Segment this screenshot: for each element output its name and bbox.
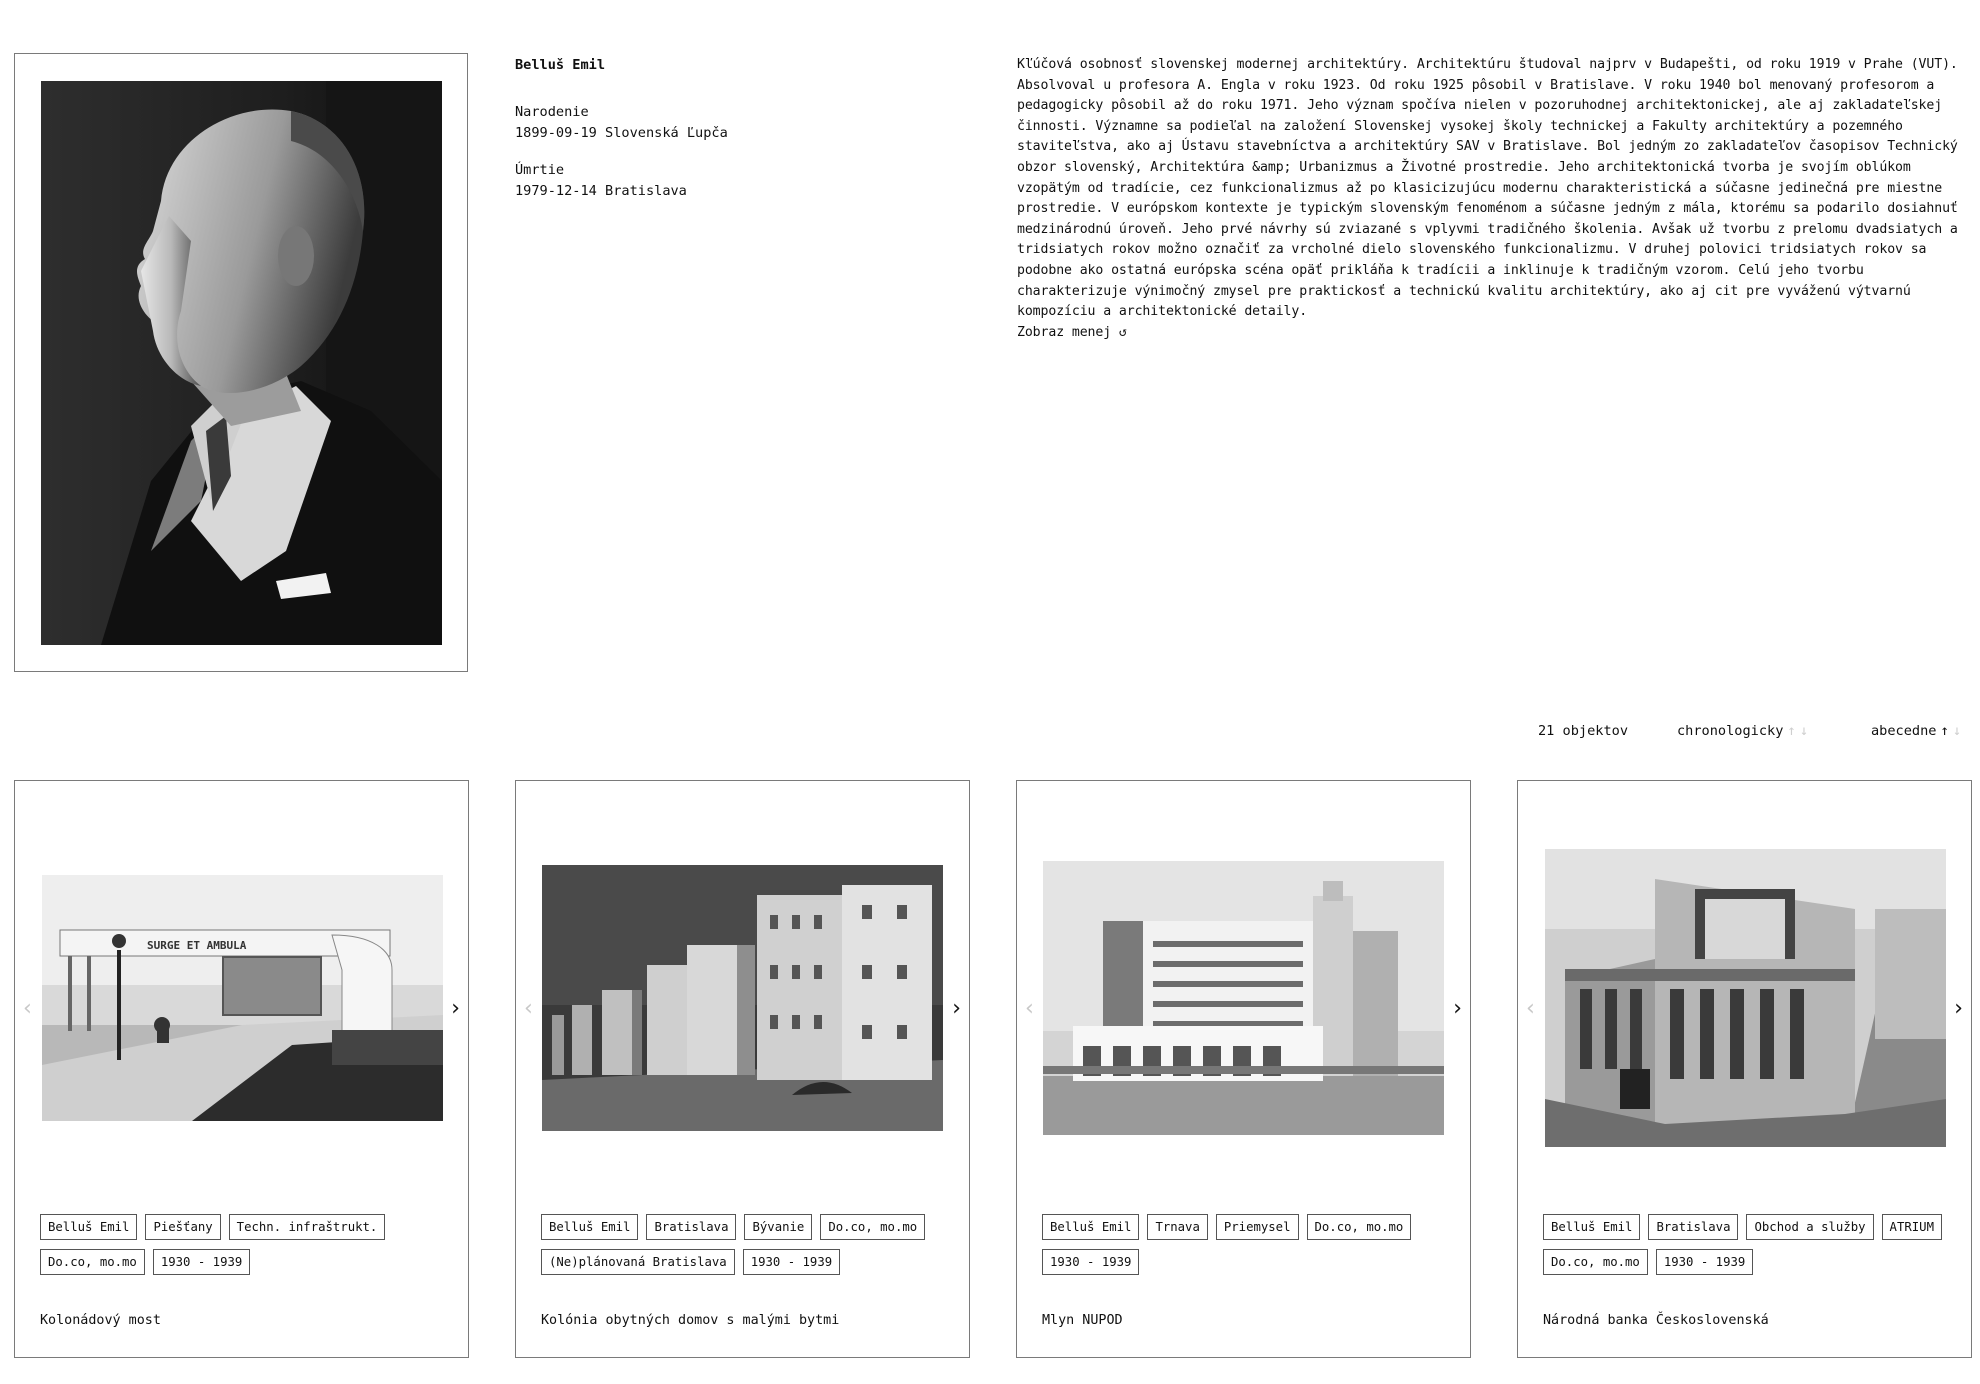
sort-bar — [0, 723, 1980, 743]
tag-location[interactable]: Bratislava — [646, 1214, 736, 1240]
object-card[interactable] — [14, 780, 469, 1358]
architect-portrait-card — [14, 53, 468, 672]
tag-list — [40, 1214, 460, 1275]
tag-period[interactable]: 1930 - 1939 — [1656, 1249, 1753, 1275]
arrow-down-icon[interactable]: ↓ — [1799, 723, 1809, 739]
object-card[interactable] — [1016, 780, 1471, 1358]
tag-location[interactable]: Trnava — [1147, 1214, 1207, 1240]
tag-category[interactable]: Obchod a služby — [1746, 1214, 1873, 1240]
birth-info — [515, 102, 728, 144]
sort-chronological-label: chronologicky — [1677, 723, 1784, 739]
tag-location[interactable]: Piešťany — [145, 1214, 220, 1240]
tag-list — [1042, 1214, 1462, 1275]
prev-image-icon[interactable]: ‹ — [1023, 996, 1037, 1021]
tag-topic[interactable]: (Ne)plánovaná Bratislava — [541, 1249, 735, 1275]
arrow-down-icon[interactable]: ↓ — [1952, 723, 1962, 739]
next-image-icon[interactable]: › — [1951, 996, 1965, 1021]
tag-category[interactable]: Bývanie — [744, 1214, 812, 1240]
tag-list — [1543, 1214, 1963, 1275]
tag-category[interactable]: Techn. infraštrukt. — [229, 1214, 386, 1240]
object-photo-colonnade[interactable] — [42, 875, 443, 1121]
object-count: 21 objektov — [1538, 723, 1629, 739]
next-image-icon[interactable]: › — [1450, 996, 1464, 1021]
death-value: 1979-12-14 Bratislava — [515, 183, 687, 199]
object-title[interactable]: Národná banka Československá — [1543, 1313, 1769, 1328]
tag-category[interactable]: Priemysel — [1216, 1214, 1299, 1240]
birth-value: 1899-09-19 Slovenská Ľupča — [515, 125, 728, 141]
show-less-link[interactable]: Zobraz menej ↺ — [1017, 324, 1127, 340]
tag-architect[interactable]: Belluš Emil — [541, 1214, 638, 1240]
death-label: Úmrtie — [515, 162, 565, 178]
birth-label: Narodenie — [515, 104, 589, 120]
biography-text: Kľúčová osobnosť slovenskej modernej architektúry. Architektúru študoval najprv v Budapešti, od roku 1919 v Prahe (VUT). Absolvoval u profesora A. Engla v roku 1923. Od roku 1925 pôsobil v Bratislave. V roku 1940 bol menovaný profesorom a pedagogicky pôsobil až do roku 1971. Jeho význam spočíva nielen v pozoruhodnej architektonickej, ale aj zakladateľskej činnosti. Významne sa podieľal na založení Slovenskej vysokej školy technickej a Fakulty architektúry a pozemného staviteľstva, ako aj Ústavu stavebníctva a architektúry SAV v Bratislave. Bol jedným zo zakladateľov časopisov Technický obzor slovenský, Architektúra &amp; Urbanizmus a Životné prostredie. Jeho architektonická tvorba je svojím oblúkom vzopätým od tradície, cez funkcionalizmus až po klasicizujúcu modernu charakteristická a súčasne jedinečná pre miestne prostredie. V európskom kontexte je typickým slovenským fenoménom a súčasne jedným z mála, ktorému sa podarilo dosiahnuť medzinárodnú úroveň. Jeho prvé návrhy sú zviazané s vplyvmi tradičného školenia. Avšak už tvorbu z prelomu dvadsiatych a tridsiatych rokov možno označiť za vrcholné dielo slovenského funkcionalizmu. V druhej polovici tridsiatych rokov sa podobne ako ostatná európska scéna opäť prikláňa k tradícii a inklinuje k tradičným vzorom. Celú jeho tvorbu charakterizuje výnimočný zmysel pre praktickosť a technickú kvalitu architektúry, ako aj cit pre vyváženú výtvarnú kompozíciu a architektonické detaily. — [1017, 57, 1958, 320]
object-title[interactable]: Kolónia obytných domov s malými bytmi — [541, 1313, 840, 1328]
object-photo-national-bank[interactable] — [1545, 849, 1946, 1147]
object-photo-housing-colony[interactable] — [542, 865, 943, 1131]
object-card[interactable] — [515, 780, 970, 1358]
object-title[interactable]: Mlyn NUPOD — [1042, 1313, 1123, 1328]
tag-period[interactable]: 1930 - 1939 — [153, 1249, 250, 1275]
arrow-up-icon[interactable]: ↑ — [1787, 723, 1796, 739]
prev-image-icon[interactable]: ‹ — [1524, 996, 1538, 1021]
tag-collection[interactable]: Do.co, mo.mo — [1307, 1214, 1412, 1240]
tag-location[interactable]: Bratislava — [1648, 1214, 1738, 1240]
death-info — [515, 160, 687, 202]
sort-chronological[interactable] — [1677, 723, 1808, 739]
biography — [1017, 55, 1969, 343]
colonnade-sign: SURGE ET AMBULA — [147, 939, 247, 952]
next-image-icon[interactable]: › — [448, 996, 462, 1021]
tag-period[interactable]: 1930 - 1939 — [743, 1249, 840, 1275]
sort-alphabetical-label: abecedne — [1871, 723, 1937, 739]
tag-architect[interactable]: Belluš Emil — [40, 1214, 137, 1240]
tag-collection[interactable]: Do.co, mo.mo — [40, 1249, 145, 1275]
next-image-icon[interactable]: › — [949, 996, 963, 1021]
tag-collection[interactable]: Do.co, mo.mo — [820, 1214, 925, 1240]
tag-architect[interactable]: Belluš Emil — [1042, 1214, 1139, 1240]
tag-architect[interactable]: Belluš Emil — [1543, 1214, 1640, 1240]
object-photo-mill[interactable] — [1043, 861, 1444, 1135]
prev-image-icon[interactable]: ‹ — [522, 996, 536, 1021]
tag-collection[interactable]: Do.co, mo.mo — [1543, 1249, 1648, 1275]
architect-name: Belluš Emil — [515, 57, 606, 73]
arrow-up-icon[interactable]: ↑ — [1940, 723, 1949, 739]
prev-image-icon[interactable]: ‹ — [21, 996, 35, 1021]
tag-period[interactable]: 1930 - 1939 — [1042, 1249, 1139, 1275]
object-title[interactable]: Kolonádový most — [40, 1313, 161, 1328]
object-card[interactable] — [1517, 780, 1972, 1358]
tag-list — [541, 1214, 961, 1275]
tag-topic[interactable]: ATRIUM — [1882, 1214, 1942, 1240]
architect-portrait-photo — [41, 81, 442, 645]
sort-alphabetical[interactable] — [1871, 723, 1961, 739]
